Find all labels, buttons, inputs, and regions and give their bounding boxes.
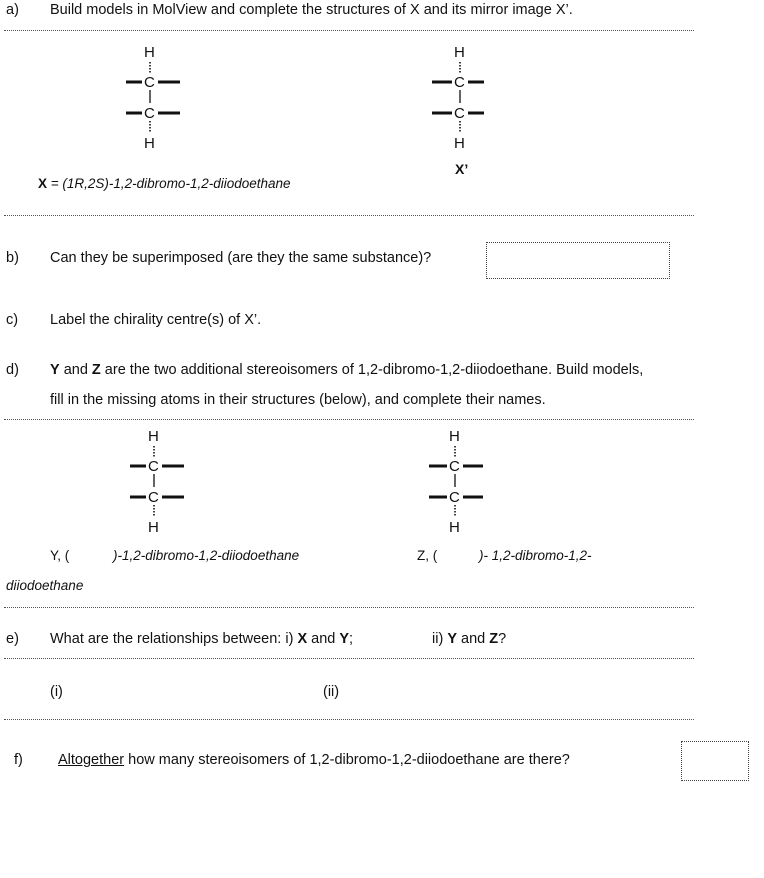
- e-text-1: What are the relationships between: i): [50, 631, 298, 647]
- z-name-wrap: diiodoethane: [6, 578, 84, 593]
- z-name-prefix: Z, (: [417, 548, 438, 563]
- question-b-label: b): [6, 250, 19, 266]
- question-b-text: Can they be superimposed (are they the same substance)?: [50, 250, 432, 266]
- atom-h-top: H: [454, 44, 465, 61]
- question-d-line1-rest: are the two additional stereoisomers of 1,2-dibromo-1,2-diiodoethane. Build models,: [100, 362, 644, 378]
- z-name-suffix: )- 1,2-dibromo-1,2-: [479, 548, 592, 563]
- answer-label-ii: (ii): [323, 684, 340, 700]
- atom-c1: C: [449, 458, 460, 475]
- divider: [4, 658, 694, 659]
- question-c-label: c): [6, 312, 19, 328]
- divider: [4, 30, 694, 31]
- question-a-label: a): [6, 2, 19, 18]
- atom-c2: C: [449, 489, 460, 506]
- question-d-line2: fill in the missing atoms in their structures (below), and complete their names.: [50, 392, 546, 408]
- y-name-prefix: Y, (: [50, 548, 70, 563]
- question-f-rest: how many stereoisomers of 1,2-dibromo-1,2-diiodoethane are there?: [124, 752, 570, 768]
- question-d-label: d): [6, 362, 19, 378]
- molecule-y: [124, 424, 184, 549]
- molecule-z: [425, 424, 485, 549]
- e-text-6: ?: [498, 631, 507, 647]
- question-e-label: e): [6, 631, 19, 647]
- atom-c2: C: [454, 105, 465, 122]
- y-name-suffix: )-1,2-dibromo-1,2-diiodoethane: [113, 548, 300, 563]
- atom-c1: C: [144, 74, 155, 91]
- question-e-text-ii: [432, 631, 506, 647]
- atom-c2: C: [144, 105, 155, 122]
- answer-box-f[interactable]: [681, 741, 749, 781]
- and-text: and: [59, 362, 92, 378]
- atom-c2: C: [148, 489, 159, 506]
- x-bold: X: [297, 631, 308, 647]
- answer-box-b[interactable]: [486, 242, 670, 279]
- z-bold: Z: [91, 362, 101, 378]
- x-bold: X: [38, 176, 48, 191]
- y-bold: Y: [447, 631, 457, 647]
- atom-h-top: H: [144, 44, 155, 61]
- divider: [4, 607, 694, 608]
- divider: [4, 215, 694, 216]
- question-a-text: Build models in MolView and complete the structures of X and its mirror image X’.: [50, 2, 573, 18]
- x-name-text: = (1R,2S)-1,2-dibromo-1,2-diiodoethane: [47, 176, 291, 191]
- atom-h-bottom: H: [148, 519, 159, 536]
- atom-h-bottom: H: [449, 519, 460, 536]
- e-text-5: and: [456, 631, 490, 647]
- atom-c1: C: [148, 458, 159, 475]
- atom-h-top: H: [449, 428, 460, 445]
- question-f-label: f): [14, 752, 23, 768]
- e-text-4: ii): [432, 631, 448, 647]
- y-bold: Y: [339, 631, 350, 647]
- underlined-word: Altogether: [58, 752, 125, 768]
- e-text-2: and: [307, 631, 340, 647]
- question-e-text: [50, 631, 353, 647]
- y-bold: Y: [50, 362, 60, 378]
- molecule-x: [120, 40, 180, 165]
- divider: [4, 719, 694, 720]
- x-name: [38, 176, 291, 191]
- question-d-line1: [50, 362, 643, 378]
- atom-h-bottom: H: [454, 135, 465, 152]
- mirror-label: X’: [455, 161, 469, 177]
- atom-h-bottom: H: [144, 135, 155, 152]
- z-bold: Z: [489, 631, 499, 647]
- question-f-text: [58, 752, 570, 768]
- e-text-3: ;: [349, 631, 354, 647]
- atom-h-top: H: [148, 428, 159, 445]
- divider: [4, 419, 694, 420]
- atom-c1: C: [454, 74, 465, 91]
- answer-label-i: (i): [50, 684, 63, 700]
- question-c-text: Label the chirality centre(s) of X’.: [50, 312, 262, 328]
